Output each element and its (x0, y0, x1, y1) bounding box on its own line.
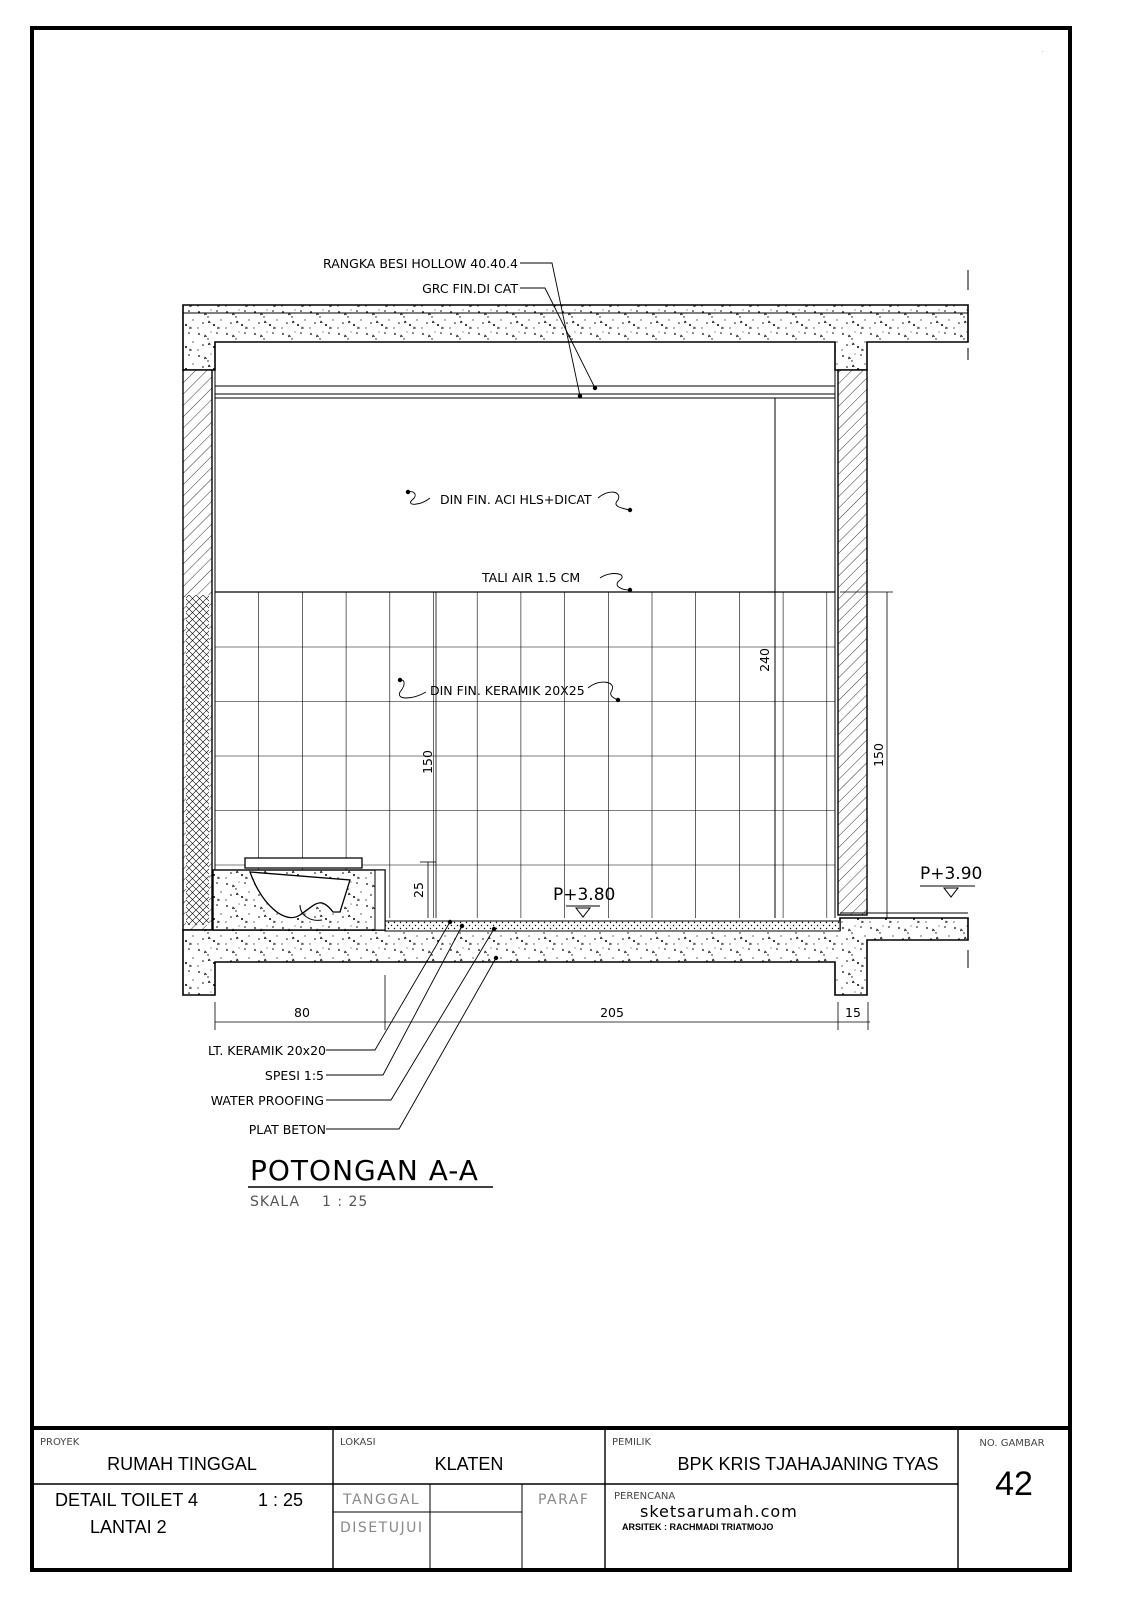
tb-proyek-label: PROYEK (40, 1437, 80, 1448)
callout-water-proofing: WATER PROOFING (210, 1093, 324, 1108)
tb-pemilik-value: BPK KRIS TJAHAJANING TYAS (677, 1454, 939, 1474)
squiggle-din-aci-left (408, 492, 430, 505)
roof-slab (183, 305, 968, 370)
dim-205: 205 (600, 1005, 624, 1020)
squiggle-tali-air (600, 574, 630, 590)
dim-150-right: 150 (871, 743, 886, 767)
callout-din-keramik: DIN FIN. KERAMIK 20X25 (430, 683, 585, 698)
dim-80: 80 (294, 1005, 310, 1020)
tb-paraf-label: PARAF (538, 1492, 590, 1508)
tb-perencana-arsitek: ARSITEK : RACHMADI TRIATMOJO (622, 1522, 774, 1532)
tb-lokasi-value: KLATEN (434, 1454, 504, 1474)
dim-15: 15 (845, 1005, 861, 1020)
callout-spesi: SPESI 1:5 (264, 1068, 324, 1083)
leader-plat-beton (326, 958, 496, 1129)
platform-step (375, 870, 385, 930)
tb-tanggal-label: TANGGAL (343, 1492, 421, 1508)
dot-plat-beton (494, 956, 498, 960)
callout-plat-beton: PLAT BETON (248, 1122, 326, 1137)
callout-din-aci: DIN FIN. ACI HLS+DICAT (440, 492, 592, 507)
dot-din-keramik-right (616, 698, 620, 702)
dim-150-left: 150 (420, 750, 435, 774)
level-floor-label: P+3.80 (553, 885, 616, 905)
tb-pemilik-label: PEMILIK (612, 1437, 652, 1448)
tb-sheet-scale: 1 : 25 (258, 1490, 304, 1510)
callout-tali-air: TALI AIR 1.5 CM (482, 570, 581, 585)
tb-sheet-title-2: LANTAI 2 (90, 1517, 167, 1537)
tb-perencana-site: sketsarumah.com (640, 1502, 798, 1521)
wall-tile-grid (215, 592, 835, 918)
dot-spesi (460, 924, 464, 928)
drawing-title: POTONGAN A-A (250, 1154, 479, 1187)
dot-tali-air (628, 588, 632, 592)
tb-disetujui-label: DISETUJUI (340, 1520, 424, 1536)
dot-lt-keramik (448, 920, 452, 924)
drawing-scale-label: SKALA (250, 1194, 301, 1210)
callout-grc: GRC FIN.DI CAT (422, 281, 518, 296)
corner-mark: . (1042, 48, 1044, 53)
dot-water-proofing (492, 927, 496, 931)
title-block (32, 1428, 1070, 1570)
dot-din-aci-right (628, 508, 632, 512)
ceiling-hollow-frame (215, 386, 835, 394)
drawing-scale-value: 1 : 25 (322, 1194, 369, 1210)
right-wall (838, 370, 867, 915)
squiggle-din-aci-right (598, 492, 630, 510)
level-outside-label: P+3.90 (920, 864, 983, 884)
level-marker-outside (944, 888, 958, 897)
tb-proyek-value: RUMAH TINGGAL (107, 1454, 257, 1474)
tb-perencana-label: PERENCANA (614, 1491, 676, 1502)
callout-lt-keramik: LT. KERAMIK 20x20 (207, 1043, 326, 1058)
dot-rangka (578, 394, 582, 398)
callout-rangka: RANGKA BESI HOLLOW 40.40.4 (323, 256, 518, 271)
tb-no-gambar-value: 42 (995, 1465, 1033, 1503)
squiggle-din-keramik-right (588, 682, 618, 700)
floor-screed (385, 921, 840, 931)
section-drawing (183, 256, 982, 1210)
left-wall-xhatch (186, 595, 209, 925)
dim-25: 25 (411, 882, 426, 898)
dim-240: 240 (757, 648, 772, 672)
dot-grc (593, 386, 597, 390)
tb-sheet-title-1: DETAIL TOILET 4 (55, 1490, 199, 1510)
squiggle-din-keramik-left (399, 680, 426, 698)
tb-no-gambar-label: NO. GAMBAR (979, 1438, 1045, 1449)
tb-lokasi-label: LOKASI (340, 1437, 376, 1448)
level-marker-floor (576, 908, 590, 917)
